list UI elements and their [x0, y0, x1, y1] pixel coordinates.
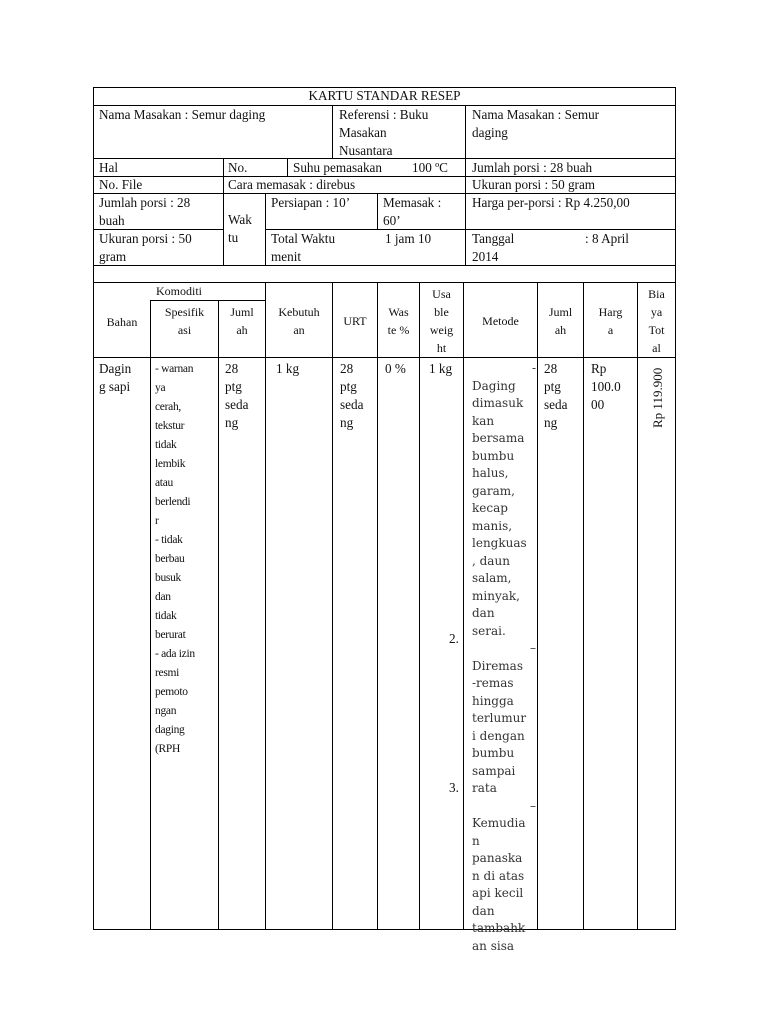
metode-line: kecap	[472, 501, 508, 515]
memasak-2: 60’	[383, 213, 401, 228]
metode-line: , daun	[472, 553, 510, 568]
jumlah-line: ng	[225, 415, 239, 430]
row-step-number-2: 2.	[449, 631, 459, 646]
jumlah-porsi-left-1: Jumlah porsi : 28	[99, 195, 191, 210]
header-usable-3: weig	[429, 323, 454, 337]
row-kebutuhan: 1 kg	[276, 361, 300, 376]
metode-line: Diremas	[472, 658, 523, 673]
metode-line: garam,	[472, 483, 515, 498]
rule-left	[93, 87, 94, 930]
memasak-1: Memasak :	[383, 195, 442, 210]
metode-line: an sisa	[472, 938, 515, 953]
spesifikasi-line: dan	[155, 591, 171, 603]
header-harga-1: Harg	[598, 305, 623, 319]
metode-line: –	[530, 798, 536, 813]
row-spesifikasi	[155, 360, 217, 759]
jumlah-line: seda	[225, 397, 249, 412]
rule	[332, 105, 333, 159]
spesifikasi-line: berurat	[155, 629, 186, 641]
header-jumlah-2: ah	[236, 323, 248, 337]
rule	[150, 300, 265, 301]
spesifikasi-line: tidak	[155, 439, 177, 451]
jumlah-line: ptg	[225, 379, 242, 394]
metode-line: dimasuk	[472, 396, 524, 410]
metode-line: panaska	[472, 851, 523, 865]
rule	[287, 158, 288, 176]
metode-line: salam,	[472, 571, 512, 585]
spesifikasi-line: pemoto	[155, 686, 188, 698]
header-biaya-4: al	[652, 341, 661, 355]
tanggal-label: Tanggal	[472, 231, 515, 246]
metode-line: sampai	[472, 763, 516, 778]
harga-line: 100.0	[591, 379, 621, 394]
rule	[637, 282, 638, 930]
metode-line: kan	[472, 413, 495, 428]
jumlah2-line: 28	[544, 361, 558, 376]
row-metode	[472, 360, 536, 955]
spesifikasi-line: cerah,	[155, 401, 181, 413]
rule	[463, 282, 464, 930]
rule-right	[675, 87, 676, 930]
spesifikasi-line: ya	[155, 382, 166, 394]
right-dish-name-2: daging	[472, 125, 508, 140]
metode-line: Daging	[472, 378, 516, 393]
spesifikasi-line: (RPH	[155, 743, 181, 755]
header-biaya-3: Tot	[648, 323, 665, 337]
metode-line: lengkuas	[472, 536, 527, 550]
header-waste-2: te %	[387, 323, 410, 337]
metode-line: bumbu	[472, 448, 515, 463]
header-bahan: Bahan	[106, 315, 138, 329]
row-step-number-3: 3.	[449, 780, 459, 795]
header-jumlah2-1: Juml	[548, 305, 573, 319]
rule	[150, 300, 151, 930]
card-title: KARTU STANDAR RESEP	[308, 88, 461, 103]
no-file-label: No. File	[99, 177, 143, 192]
header-waste-1: Was	[388, 305, 409, 319]
metode-line: –	[530, 641, 536, 655]
harga-line: 00	[591, 397, 605, 412]
cara-memasak: Cara memasak : direbus	[228, 177, 356, 192]
header-metode: Metode	[482, 314, 519, 328]
reference-line-2: Masakan	[339, 125, 387, 140]
header-kebutuhan-2: an	[293, 323, 305, 337]
header-usable-2: ble	[434, 305, 449, 319]
spesifikasi-line: - warnan	[155, 363, 194, 375]
hal-label: Hal	[99, 160, 119, 175]
spesifikasi-line: daging	[155, 724, 185, 736]
row-harga	[591, 360, 636, 414]
right-dish-name-1: Nama Masakan : Semur	[472, 107, 600, 122]
rule	[377, 193, 378, 229]
rule	[465, 105, 466, 265]
header-spesifikasi-2: asi	[177, 323, 192, 337]
jumlah-line: 28	[225, 361, 239, 376]
waktu-label-2: tu	[228, 230, 239, 245]
left-dish-name: Nama Masakan : Semur daging	[99, 107, 266, 122]
ukuran-porsi-left-2: gram	[99, 249, 127, 264]
row-jumlah	[225, 360, 265, 432]
spesifikasi-line: berbau	[155, 553, 185, 565]
jumlah2-line: seda	[544, 397, 568, 412]
spesifikasi-line: berlendi	[155, 496, 191, 508]
metode-line: minyak,	[472, 588, 520, 603]
header-usable-1: Usa	[432, 287, 451, 301]
ukuran-porsi-right: Ukuran porsi : 50 gram	[472, 177, 596, 192]
suhu-value: 100 ºC	[412, 160, 448, 175]
metode-line: dan	[472, 606, 495, 620]
metode-line: Kemudia	[472, 816, 526, 830]
harga-per-porsi: Harga per-porsi : Rp 4.250,00	[472, 195, 630, 210]
metode-line: n di atas	[472, 868, 525, 883]
metode-line: tambahk	[472, 921, 526, 935]
metode-line: serai.	[472, 623, 506, 638]
metode-line: dan	[472, 903, 495, 918]
jumlah-porsi-left-2: buah	[99, 213, 125, 228]
total-waktu-label-1: Total Waktu	[271, 231, 336, 246]
urt-line: ng	[340, 415, 354, 430]
metode-line: i dengan	[472, 728, 525, 743]
no-label: No.	[228, 160, 248, 175]
metode-line: bumbu	[472, 746, 515, 760]
row-usable: 1 kg	[429, 361, 453, 376]
rule	[218, 300, 219, 930]
rule	[93, 357, 676, 358]
rule	[419, 282, 420, 930]
rule	[265, 193, 266, 265]
spesifikasi-line: ngan	[155, 705, 177, 717]
header-spesifikasi-1: Spesifik	[164, 305, 205, 319]
total-waktu-value: 1 jam 10	[385, 231, 432, 246]
persiapan: Persiapan : 10’	[271, 195, 351, 210]
urt-line: 28	[340, 361, 354, 376]
header-biaya-1: Bia	[648, 287, 665, 301]
rule	[583, 282, 584, 930]
rule	[93, 265, 676, 266]
spesifikasi-line: atau	[155, 477, 173, 489]
harga-line: Rp	[591, 361, 607, 376]
metode-line: n	[472, 833, 480, 848]
row-jumlah2	[544, 360, 582, 432]
total-waktu-label-2: menit	[271, 249, 302, 264]
spesifikasi-line: - ada izin	[155, 648, 195, 660]
header-harga-2: a	[607, 323, 614, 337]
metode-line: api kecil	[472, 886, 524, 900]
rule	[377, 282, 378, 930]
metode-line: manis,	[472, 518, 513, 533]
rule	[332, 282, 333, 930]
metode-line: halus,	[472, 466, 509, 480]
row-bahan-2: g sapi	[99, 379, 131, 394]
header-jumlah2-2: ah	[554, 323, 567, 337]
ukuran-porsi-left-1: Ukuran porsi : 50	[99, 231, 192, 246]
spesifikasi-line: r	[155, 515, 159, 527]
metode-line: hingga	[472, 693, 514, 708]
jumlah-porsi-right: Jumlah porsi : 28 buah	[472, 160, 593, 175]
row-biaya-total: Rp 119.900	[650, 367, 665, 428]
rule	[537, 282, 538, 930]
spesifikasi-line: tekstur	[155, 420, 185, 432]
metode-line: -remas	[472, 676, 514, 690]
row-urt	[340, 360, 376, 432]
urt-line: seda	[340, 397, 364, 412]
header-komoditi: Komoditi	[155, 284, 202, 298]
rule	[223, 158, 224, 265]
row-waste: 0 %	[385, 361, 406, 376]
metode-line: -	[531, 361, 536, 375]
rule-bottom	[93, 929, 676, 930]
spesifikasi-line: tidak	[155, 610, 177, 622]
spesifikasi-line: lembik	[155, 458, 186, 470]
urt-line: ptg	[340, 379, 357, 394]
jumlah2-line: ng	[544, 415, 558, 430]
row-bahan-1: Dagin	[99, 361, 132, 376]
jumlah2-line: ptg	[544, 379, 561, 394]
waktu-label-1: Wak	[228, 212, 252, 227]
tanggal-value-1: : 8 April	[585, 231, 629, 246]
header-usable-4: ht	[436, 341, 447, 355]
header-urt: URT	[343, 314, 367, 328]
spesifikasi-line: busuk	[155, 572, 181, 584]
header-biaya-2: ya	[650, 305, 663, 319]
suhu-label: Suhu pemasakan	[293, 160, 382, 175]
header-jumlah-1: Juml	[230, 305, 254, 319]
metode-line: terlumur	[472, 711, 527, 725]
rule	[265, 282, 266, 930]
tanggal-value-2: 2014	[472, 249, 499, 264]
spesifikasi-line: resmi	[155, 667, 180, 679]
header-kebutuhan-1: Kebutuh	[278, 305, 320, 319]
metode-line: rata	[472, 781, 497, 795]
reference-line-1: Referensi : Buku	[339, 107, 429, 122]
spesifikasi-line: - tidak	[155, 534, 183, 546]
reference-line-3: Nusantara	[339, 143, 393, 158]
metode-line: bersama	[472, 431, 525, 445]
